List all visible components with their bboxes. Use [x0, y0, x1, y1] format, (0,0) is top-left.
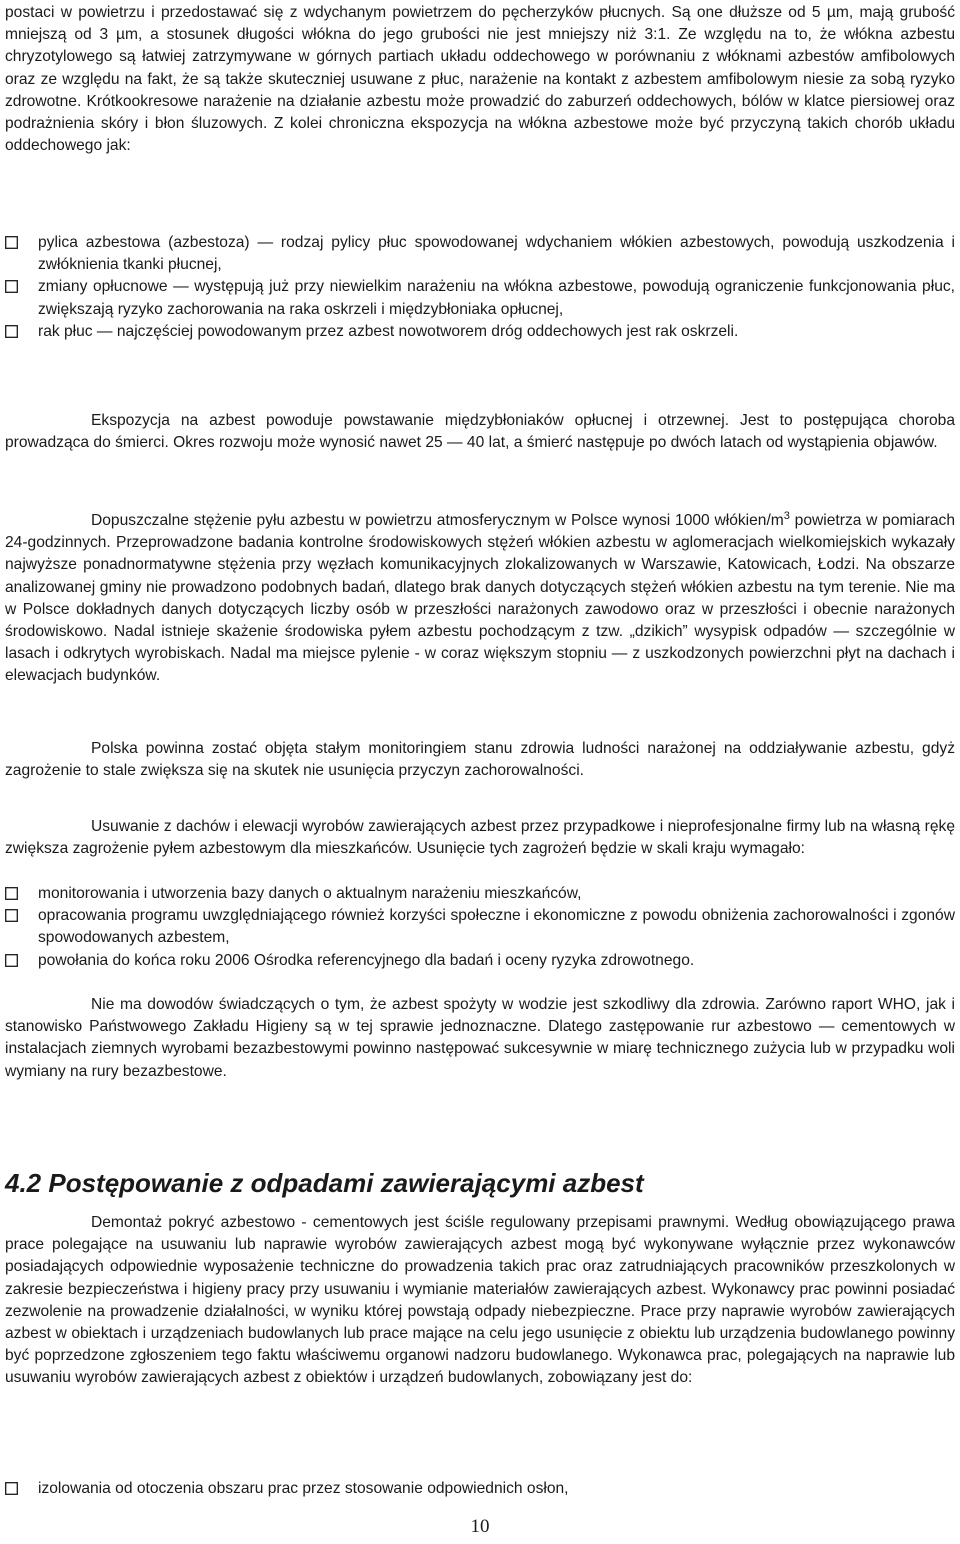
list-item-text: monitorowania i utworzenia bazy danych o aktualnym narażeniu mieszkańców,: [38, 885, 582, 902]
list-item: [5, 950, 955, 972]
list-item-text: izolowania od otoczenia obszaru prac przez stosowanie odpowiednich osłon,: [38, 1480, 569, 1497]
hollow-square-bullet-icon: [5, 909, 18, 922]
disease-list: [5, 232, 955, 343]
list-item: [5, 883, 955, 905]
paragraph-exposure: Ekspozycja na azbest powoduje powstawanie międzybłoniaków opłucnej i otrzewnej. Jest to postępująca choroba prowadząca do śmierci. Okres rozwoju może wynosić nawet 25 — 40 lat, a śmierć następuje po dwóch latach od wystąpienia objawów.: [5, 412, 955, 452]
list-item: [5, 321, 955, 343]
list-item-text: rak płuc — najczęściej powodowanym przez azbest nowotworem dróg oddechowych jest rak oskrzeli.: [38, 322, 739, 340]
paragraph-asbestos-fibers: postaci w powietrzu i przedostawać się z wdychanym powietrzem do pęcherzyków płucnych. Są one dłuższe od 5 µm, mają grubość mniejszą od 3 µm, a stosunek długości włókna do jego grubości nie jest mniejszy niż 3:1. Ze względu na to, że włókna azbestu chryzotylowego są łatwiej zatrzymywane w górnych partiach układu oddechowego w porównaniu z włóknami azbestów amfibolowych oraz ze względu na fakt, że są także skuteczniej usuwane z płuc, narażenie na kontakt z azbestem amfibolowym niesie za sobą ryzyko zdrowotne. Krótkookresowe narażenie na działanie azbestu może prowadzić do zaburzeń oddechowych, bólów w klatce piersiowej oraz podrażnienia skóry i błon śluzowych. Z kolei chroniczna ekspozycja na włókna azbestowe może być przyczyną takich chorób układu oddechowego jak:: [5, 4, 955, 155]
hollow-square-bullet-icon: [5, 887, 18, 900]
hollow-square-bullet-icon: [5, 325, 18, 338]
section-heading: 4.2 Postępowanie z odpadami zawierającymi azbest: [5, 1168, 644, 1198]
list-item: [5, 1478, 955, 1500]
paragraph-water: Nie ma dowodów świadczących o tym, że azbest spożyty w wodzie jest szkodliwy dla zdrowia. Zarówno raport WHO, jak i stanowisko Państwowego Zakładu Higieny są w tej sprawie jednoznaczne. Dlatego zastępowanie rur azbestowo — cementowych w instalacjach ziemnych wyrobami bezazbestowymi powinno następować sukcesywnie w miarę technicznego zużycia lub w przypadku woli wymiany na rury bezazbestowe.: [5, 996, 955, 1080]
list-item-text: opracowania programu uwzględniającego również korzyści społeczne i ekonomiczne z powodu obniżenia zachorowalności i zgonów spowodowanych azbestem,: [38, 907, 955, 947]
concentration-text-end: powietrza w pomiarach 24-godzinnych. Przeprowadzone badania kontrolne środowiskowych stężeń włókien azbestu w aglomeracjach wielkomiejskich wykazały najwyższe ponadnormatywne stężenia przy węzłach komunikacyjnych zlokalizowanych w Warszawie, Katowicach, Łodzi. Na obszarze analizowanej gminy nie prowadzono podobnych badań, dlatego brak danych dotyczących stężeń włókien azbestu na tym terenie. Nie ma w Polsce dokładnych danych dotyczących liczby osób w przeszłości narażonych zawodowo oraz w przeszłości i obecnie narażonych środowiskowo. Nadal istnieje skażenie środowiska pyłem azbestu pochodzącym z tzw. „dzikich” wysypisk odpadów — szczególnie w lasach i odkrytych wyrobiskach. Nadal ma miejsce pylenie - w coraz większym stopniu — z uszkodzonych powierzchni płyt na dachach i elewacjach budynków.: [5, 512, 955, 685]
concentration-text-start: Dopuszczalne stężenie pyłu azbestu w powietrzu atmosferycznym w Polsce wynosi 1000 włókien/m: [91, 512, 784, 529]
hollow-square-bullet-icon: [5, 954, 18, 967]
paragraph-concentration: [5, 510, 955, 688]
unit-exponent: 3: [783, 509, 790, 522]
contractor-duties-list: [5, 1478, 955, 1500]
list-item-text: pylica azbestowa (azbestoza) — rodzaj pylicy płuc spowodowanej wdychaniem włókien azbestowych, powodują uszkodzenia i zwłóknienia tkanki płucnej,: [38, 234, 955, 274]
hollow-square-bullet-icon: [5, 280, 18, 293]
list-item-text: zmiany opłucnowe — występują już przy niewielkim narażeniu na włókna azbestowe, powodują ograniczenie funkcjonowania płuc, zwiększają ryzyko zachorowania na raka oskrzeli i międzybłoniaka opłucnej,: [38, 278, 955, 318]
paragraph-dismantling: Demontaż pokryć azbestowo - cementowych jest ściśle regulowany przepisami prawnymi. Według obowiązującego prawa prace polegające na usuwaniu lub naprawie wyrobów zawierających azbest mogą być wykonywane wyłącznie przez wykonawców posiadających odpowiednie wyposażenie techniczne do prowadzenia takich prac oraz zatrudniających pracowników przeszkolonych w zakresie bezpieczeństwa i higieny pracy przy usuwaniu i wymianie materiałów zawierających azbest. Wykonawcy prac powinni posiadać zezwolenie na prowadzenie działalności, w wyniku której powstają odpady niebezpieczne. Prace przy naprawie wyrobów zawierających azbest w obiektach i urządzeniach budowlanych lub prace mające na celu jego usunięcie z obiektu lub urządzenia budowlanego powinny być poprzedzone zgłoszeniem tego faktu właściwemu organowi nadzoru budowlanego. Wykonawca prac, polegających na naprawie lub usuwaniu wyrobów zawierających azbest z obiektów i urządzeń budowlanych, zobowiązany jest do:: [5, 1214, 955, 1387]
paragraph-monitoring: Polska powinna zostać objęta stałym monitoringiem stanu zdrowia ludności narażonej na oddziaływanie azbestu, gdyż zagrożenie to stale zwiększa się na skutek nie usunięcia przyczyn zachorowalności.: [5, 740, 955, 780]
list-item: [5, 905, 955, 949]
requirements-list: [5, 883, 955, 972]
hollow-square-bullet-icon: [5, 236, 18, 249]
list-item-text: powołania do końca roku 2006 Ośrodka referencyjnego dla badań i oceny ryzyka zdrowotnego.: [38, 951, 695, 969]
page-number: 10: [470, 1516, 490, 1537]
list-item: [5, 276, 955, 320]
hollow-square-bullet-icon: [5, 1482, 18, 1495]
paragraph-removal: Usuwanie z dachów i elewacji wyrobów zawierających azbest przez przypadkowe i nieprofesjonalne firmy lub na własną rękę zwiększa zagrożenie pyłem azbestowym dla mieszkańców. Usunięcie tych zagrożeń będzie w skali kraju wymagało:: [5, 818, 955, 858]
list-item: [5, 232, 955, 276]
